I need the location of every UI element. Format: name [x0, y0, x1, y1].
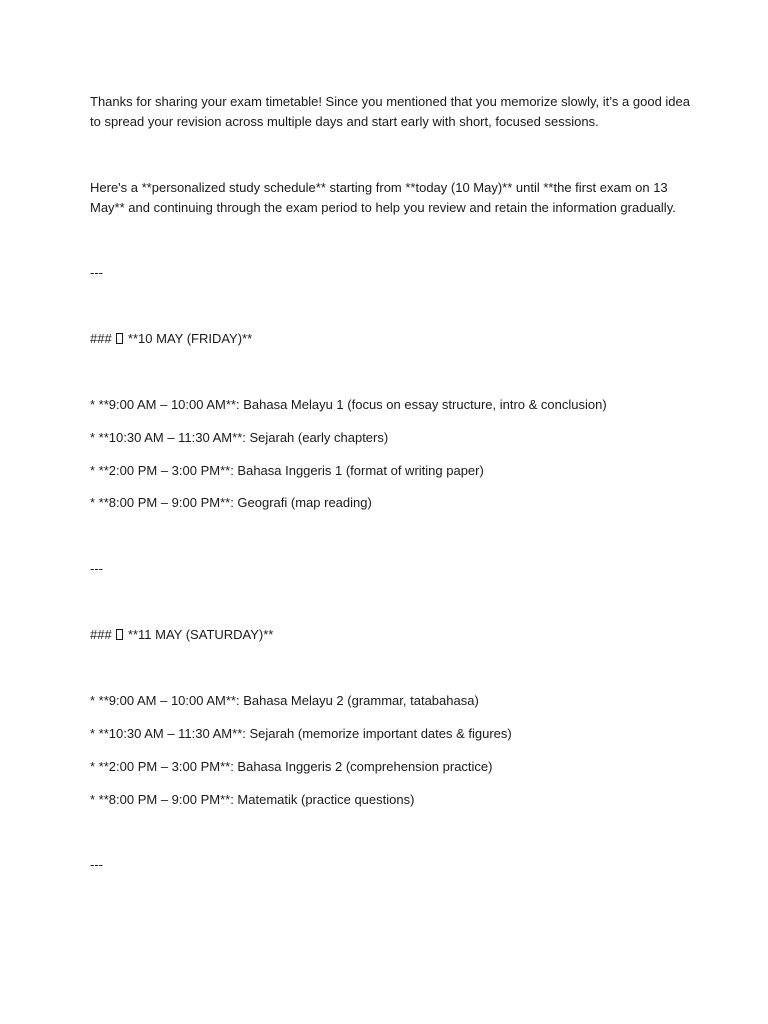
calendar-icon	[116, 333, 123, 344]
session-item: * **9:00 AM – 10:00 AM**: Bahasa Melayu 2 (grammar, tatabahasa)	[90, 693, 479, 708]
schedule-intro-line-1: Here's a **personalized study schedule** starting from **today (10 May)** until **the first exam on 13	[90, 180, 668, 195]
session-item: * **8:00 PM – 9:00 PM**: Geografi (map reading)	[90, 495, 372, 510]
session-item: * **2:00 PM – 3:00 PM**: Bahasa Inggeris 1 (format of writing paper)	[90, 463, 484, 478]
heading-prefix: ###	[90, 627, 116, 642]
divider: ---	[90, 857, 103, 872]
heading-text: **10 MAY (FRIDAY)**	[124, 331, 253, 346]
heading-prefix: ###	[90, 331, 116, 346]
session-item: * **2:00 PM – 3:00 PM**: Bahasa Inggeris 2 (comprehension practice)	[90, 759, 493, 774]
schedule-intro-line-2: May** and continuing through the exam period to help you review and retain the information gradually.	[90, 200, 676, 215]
session-item: * **10:30 AM – 11:30 AM**: Sejarah (memorize important dates & figures)	[90, 726, 512, 741]
day-heading	[90, 329, 690, 349]
session-item: * **9:00 AM – 10:00 AM**: Bahasa Melayu 1 (focus on essay structure, intro & conclusion)	[90, 397, 607, 412]
intro-line-1: Thanks for sharing your exam timetable! Since you mentioned that you memorize slowly, it’s a good idea	[90, 94, 690, 109]
heading-text: **11 MAY (SATURDAY)**	[124, 627, 274, 642]
intro-line-2: to spread your revision across multiple days and start early with short, focused sessions.	[90, 114, 599, 129]
day-heading	[90, 625, 690, 645]
divider: ---	[90, 561, 103, 576]
divider: ---	[90, 265, 103, 280]
session-item: * **8:00 PM – 9:00 PM**: Matematik (practice questions)	[90, 792, 415, 807]
session-item: * **10:30 AM – 11:30 AM**: Sejarah (early chapters)	[90, 430, 389, 445]
calendar-icon	[116, 629, 123, 640]
